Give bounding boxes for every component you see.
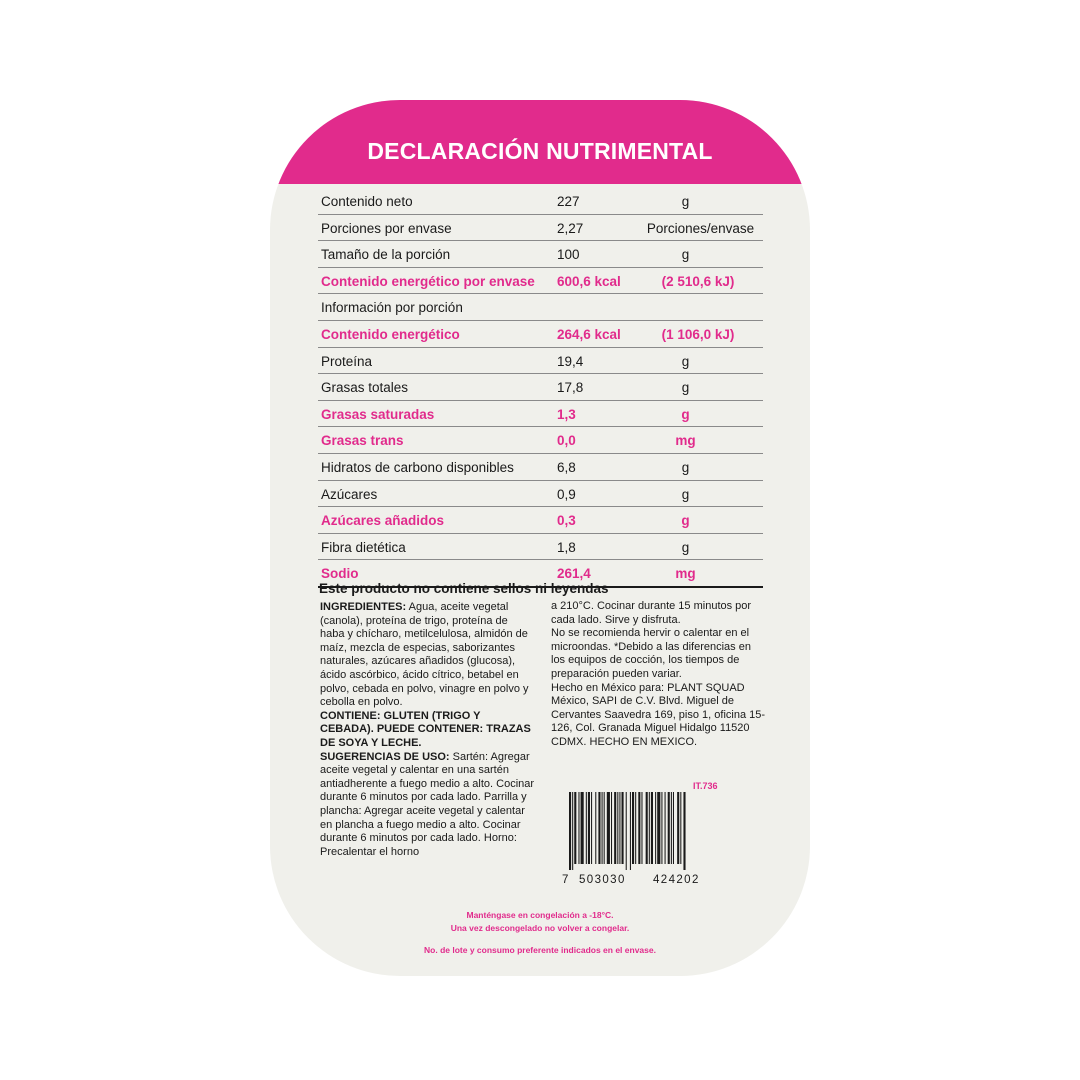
- barcode-bar: [614, 792, 616, 864]
- nutrient-value: 2,27: [557, 220, 584, 236]
- barcode-bar: [673, 792, 674, 864]
- nutrient-name: Hidratos de carbono disponibles: [321, 459, 514, 475]
- nutrient-value: 1,3: [557, 406, 576, 422]
- barcode-bar: [646, 792, 648, 864]
- nutrient-name: Tamaño de la porción: [321, 247, 451, 263]
- barcode-bar: [617, 792, 618, 864]
- microwave-warning: No se recomienda hervir o calentar en el microondas. *Debido a las diferencias en los equipos de cocción, los tiempos de preparación pueden variar.: [551, 627, 751, 680]
- nutrient-unit: g: [681, 539, 690, 555]
- nutrient-name: Grasas trans: [321, 433, 404, 449]
- barcode-bar: [574, 792, 576, 864]
- barcode-bar: [638, 792, 640, 864]
- barcode-first-digit: 7: [562, 874, 570, 886]
- nutrient-unit: g: [681, 194, 690, 209]
- barcode-image: [569, 792, 718, 870]
- table-row: [318, 401, 763, 428]
- nutrient-value: 0,3: [557, 513, 576, 529]
- barcode-bar: [677, 792, 679, 864]
- allergens-paragraph: [320, 710, 535, 751]
- barcode-bar: [622, 792, 624, 864]
- nutrient-name: Sodio: [321, 566, 359, 582]
- nutrient-name: Información por porción: [321, 300, 463, 316]
- barcode-bar: [569, 792, 571, 870]
- nutrient-name: Grasas totales: [321, 380, 409, 396]
- barcode-bar: [591, 792, 592, 864]
- barcode-bar: [651, 792, 653, 864]
- nutrient-value: 19,4: [557, 353, 584, 369]
- table-row: [318, 268, 763, 295]
- barcode-bar: [680, 792, 681, 864]
- barcode-left-digits: 503030: [579, 874, 626, 886]
- barcode-bar: [604, 792, 605, 864]
- nutrient-value: 0,0: [557, 433, 576, 449]
- table-row: [318, 374, 763, 401]
- barcode-bar: [657, 792, 660, 864]
- barcode-bar: [668, 792, 670, 864]
- nutrient-unit: g: [681, 406, 690, 422]
- instructions-column: [551, 600, 766, 750]
- nutrient-unit: g: [681, 247, 690, 263]
- nutrient-name: Proteína: [321, 353, 373, 369]
- table-row: [318, 241, 763, 268]
- barcode-bar: [655, 792, 656, 864]
- nutrient-value: 1,8: [557, 539, 576, 555]
- barcode-bar: [586, 792, 587, 864]
- nutrient-name: Fibra dietética: [321, 539, 406, 555]
- nutrient-unit: g: [681, 353, 690, 369]
- manufacturer-info: Hecho en México para: PLANT SQUAD México, SAPI de C.V. Blvd. Miguel de Cervantes Saavedra 169, piso 1, oficina 15- 126, Col. Granada Miguel Hidalgo 11520 CDMX. HECHO EN MEXICO.: [551, 681, 766, 748]
- nutrient-unit: Porciones/envase: [646, 220, 755, 236]
- barcode-bar: [683, 792, 685, 870]
- table-row: [318, 454, 763, 481]
- table-row: [318, 507, 763, 534]
- barcode-bar: [581, 792, 584, 864]
- table-row: [318, 188, 763, 215]
- barcode-bar: [635, 792, 636, 864]
- table-row: [318, 427, 763, 454]
- nutrient-value: 264,6 kcal: [557, 326, 621, 342]
- nutrient-name: Contenido energético por envase: [321, 273, 535, 289]
- barcode-bar: [607, 792, 610, 864]
- barcode-bar: [572, 792, 573, 870]
- nutrient-unit: (1 106,0 kJ): [661, 326, 735, 342]
- nutrient-unit: mg: [675, 433, 696, 449]
- nutrient-unit: g: [681, 486, 690, 502]
- storage-instructions: [300, 909, 780, 934]
- product-code-tag: IT.736: [693, 781, 718, 791]
- barcode-bar: [630, 792, 631, 870]
- barcode-bar: [661, 792, 662, 864]
- barcode-right-digits: 424202: [653, 874, 700, 886]
- ingredients-column: [320, 601, 535, 859]
- barcode-bar: [595, 792, 596, 864]
- usage-label: SUGERENCIAS DE USO:: [320, 750, 450, 763]
- barcode-bar: [611, 792, 612, 864]
- label-title: DECLARACIÓN NUTRIMENTAL: [367, 138, 713, 164]
- nutrient-value: 100: [557, 247, 580, 263]
- nutrient-name: Azúcares: [321, 486, 378, 502]
- ingredients-label: INGREDIENTES:: [320, 601, 407, 613]
- usage-continuation: a 210°C. Cocinar durante 15 minutos por cada lado. Sirve y disfruta.: [551, 600, 752, 626]
- nutrient-value: 600,6 kcal: [557, 273, 621, 289]
- ingredients-paragraph: [320, 601, 535, 710]
- storage-line-2: Una vez descongelado no volver a congelar.: [450, 922, 630, 933]
- allergens-text: CONTIENE: GLUTEN (TRIGO Y CEBADA). PUEDE CONTENER: TRAZAS DE SOYA Y LECHE.: [320, 709, 531, 749]
- table-row: [318, 321, 763, 348]
- nutrient-value: 227: [557, 194, 580, 209]
- barcode-bar: [598, 792, 600, 864]
- nutrient-unit: mg: [675, 566, 696, 582]
- nutrient-name: Grasas saturadas: [321, 406, 435, 422]
- nutrient-unit: g: [681, 513, 690, 529]
- table-row: [318, 534, 763, 561]
- nutrition-table: [318, 188, 763, 588]
- barcode-bar: [649, 792, 650, 864]
- nutrient-name: Azúcares añadidos: [321, 513, 445, 529]
- no-seals-notice: Este producto no contiene sellos ni leyendas: [319, 581, 609, 596]
- nutrient-value: 6,8: [557, 459, 576, 475]
- nutrient-name: Contenido neto: [321, 194, 413, 209]
- lot-notice: No. de lote y consumo preferente indicados en el envase.: [424, 945, 656, 955]
- barcode-bar: [632, 792, 634, 864]
- barcode-bar: [626, 792, 627, 870]
- nutrient-unit: g: [681, 380, 690, 396]
- usage-text: Sartén: Agregar aceite vegetal y calentar en una sartén antiadherente a fuego medio a alto. Cocinar durante 6 minutos por cada lado. Parrilla y plancha: Agregar aceite vegetal y calentar en plancha a fuego medio a alto. Cocinar durante 6 minutos por cada lado. Horno: Precalentar el horno: [320, 750, 535, 858]
- nutrient-value: 261,4: [557, 566, 591, 582]
- table-row: [318, 294, 763, 321]
- ingredients-text: Agua, aceite vegetal (canola), proteína de trigo, proteína de haba y chícharo, metilcelulosa, almidón de maíz, mezcla de especias, saborizantes naturales, azúcares añadidos (glucosa), ácido ascórbico, ácido cítrico, betabel en polvo, cebada en polvo, vinagre en polvo y cebolla en polvo.: [320, 601, 529, 709]
- table-row: [318, 348, 763, 375]
- usage-paragraph: [320, 751, 535, 860]
- barcode-bar: [671, 792, 672, 864]
- storage-line-1: Manténgase en congelación a -18°C.: [466, 910, 614, 920]
- barcode-bar: [602, 792, 603, 864]
- nutrient-unit: (2 510,6 kJ): [661, 273, 735, 289]
- nutrient-value: 17,8: [557, 380, 584, 396]
- label-header: [270, 100, 810, 184]
- nutrient-unit: g: [681, 459, 690, 475]
- barcode-bar: [665, 792, 666, 864]
- barcode-bar: [641, 792, 642, 864]
- nutrient-name: Porciones por envase: [321, 220, 452, 236]
- barcode-bar: [578, 792, 579, 864]
- barcode-bar: [588, 792, 590, 864]
- table-row: [318, 215, 763, 242]
- nutrient-name: Contenido energético: [321, 326, 460, 342]
- nutrient-value: 0,9: [557, 486, 576, 502]
- table-row: [318, 481, 763, 508]
- barcode-bar: [619, 792, 620, 864]
